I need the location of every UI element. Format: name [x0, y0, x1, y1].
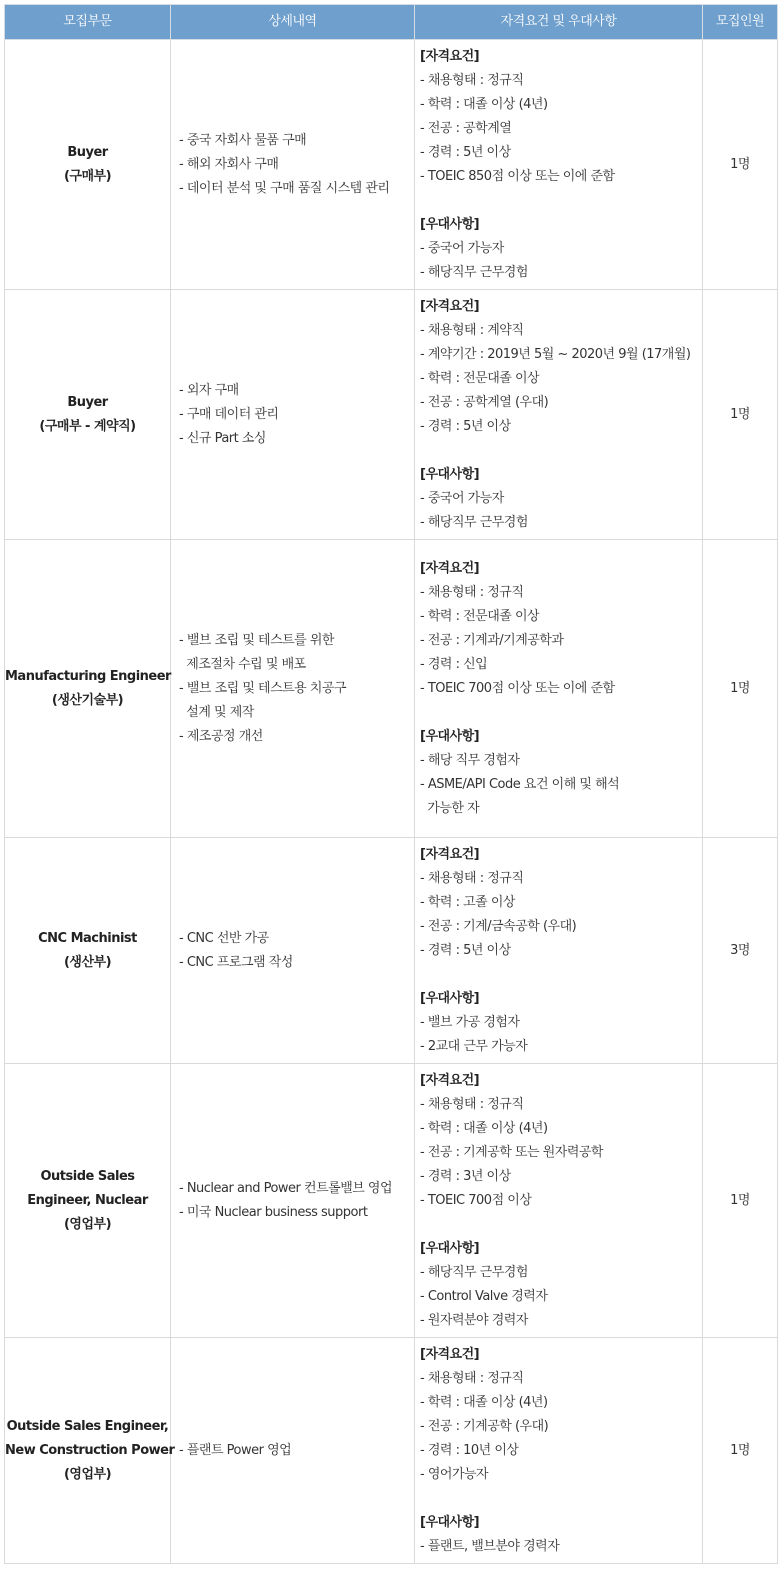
qualification-line: - 학력 : 대졸 이상 (4년) — [420, 96, 548, 112]
section-gap — [420, 701, 698, 725]
department-line: Engineer, Nuclear — [27, 1192, 148, 1208]
department-line: Manufacturing Engineer — [5, 668, 171, 684]
table-header-row — [5, 5, 778, 40]
preference-title: [우대사항] — [420, 466, 480, 482]
qualification-line: - 경력 : 5년 이상 — [420, 418, 511, 434]
qualification-line: - 전공 : 기계과/기계공학과 — [420, 632, 564, 648]
preference-line: - 2교대 근무 가능자 — [420, 1038, 528, 1054]
table-row — [5, 1338, 778, 1564]
preference-title: [우대사항] — [420, 990, 480, 1006]
headcount-cell: 3명 — [703, 838, 778, 1064]
headcount-cell: 1명 — [703, 1064, 778, 1338]
preference-title: [우대사항] — [420, 728, 480, 744]
qualification-title: [자격요건] — [420, 1346, 480, 1362]
qualification-line: - 채용형태 : 정규직 — [420, 584, 524, 600]
headcount-cell: 1명 — [703, 1338, 778, 1564]
department-line: Outside Sales Engineer, — [6, 1418, 169, 1434]
qualification-line: - 계약기간 : 2019년 5월 ~ 2020년 9월 (17개월) — [420, 346, 691, 362]
section-gap — [420, 1487, 698, 1511]
requirements-cell — [415, 1064, 703, 1338]
details-cell — [171, 540, 415, 838]
detail-line: - 중국 자회사 물품 구매 — [179, 132, 307, 148]
qualification-line: - TOEIC 850점 이상 또는 이에 준함 — [420, 168, 615, 184]
qualification-title: [자격요건] — [420, 48, 480, 64]
headcount-cell: 1명 — [703, 40, 778, 290]
preference-line: - 플랜트, 밸브분야 경력자 — [420, 1538, 560, 1554]
preference-line: - 중국어 가능자 — [420, 490, 504, 506]
qualification-line: - 학력 : 대졸 이상 (4년) — [420, 1120, 548, 1136]
qualification-title: [자격요건] — [420, 560, 480, 576]
detail-line: - CNC 프로그램 작성 — [179, 954, 293, 970]
section-gap — [420, 439, 698, 463]
detail-line: - 데이터 분석 및 구매 품질 시스템 관리 — [179, 180, 390, 196]
requirements-cell — [415, 40, 703, 290]
requirements-cell — [415, 540, 703, 838]
department-line: CNC Machinist — [38, 930, 137, 946]
detail-line: - CNC 선반 가공 — [179, 930, 269, 946]
qualification-title: [자격요건] — [420, 298, 480, 314]
department-line: Buyer — [67, 144, 108, 160]
qualification-line: - 채용형태 : 계약직 — [420, 322, 524, 338]
preference-line: - ASME/API Code 요건 이해 및 해석 — [420, 776, 620, 792]
detail-line: - 미국 Nuclear business support — [179, 1204, 368, 1220]
qualification-title: [자격요건] — [420, 1072, 480, 1088]
preference-line: - 해당 직무 경험자 — [420, 752, 520, 768]
qualification-line: - 학력 : 전문대졸 이상 — [420, 608, 540, 624]
detail-line: - 외자 구매 — [179, 382, 239, 398]
department-cell — [5, 1064, 171, 1338]
preference-line: - Control Valve 경력자 — [420, 1288, 548, 1304]
preference-title: [우대사항] — [420, 216, 480, 232]
details-cell — [171, 1338, 415, 1564]
qualification-line: - 경력 : 3년 이상 — [420, 1168, 511, 1184]
qualification-line: - TOEIC 700점 이상 또는 이에 준함 — [420, 680, 615, 696]
qualification-line: - 경력 : 5년 이상 — [420, 144, 511, 160]
table-row — [5, 540, 778, 838]
department-line: (생산부) — [63, 954, 112, 970]
qualification-line: - 채용형태 : 정규직 — [420, 1096, 524, 1112]
requirements-cell — [415, 290, 703, 540]
detail-line: - 제조공정 개선 — [179, 728, 263, 744]
detail-line: 제조절차 수립 및 배포 — [179, 656, 306, 672]
department-cell — [5, 40, 171, 290]
qualification-line: - 전공 : 기계공학 또는 원자력공학 — [420, 1144, 603, 1160]
preference-line: - 밸브 가공 경험자 — [420, 1014, 520, 1030]
recruitment-table — [4, 4, 778, 1564]
qualification-line: - 채용형태 : 정규직 — [420, 1370, 524, 1386]
qualification-line: - 전공 : 기계/금속공학 (우대) — [420, 918, 577, 934]
details-cell — [171, 838, 415, 1064]
header-requirements: 자격요건 및 우대사항 — [415, 5, 703, 40]
preference-line: 가능한 자 — [420, 800, 480, 816]
qualification-line: - 경력 : 신입 — [420, 656, 488, 672]
preference-title: [우대사항] — [420, 1240, 480, 1256]
qualification-line: - 전공 : 공학계열 (우대) — [420, 394, 549, 410]
department-cell — [5, 1338, 175, 1564]
details-cell — [171, 1064, 415, 1338]
qualification-line: - 경력 : 5년 이상 — [420, 942, 511, 958]
qualification-line: - TOEIC 700점 이상 — [420, 1192, 532, 1208]
qualification-line: - 학력 : 고졸 이상 — [420, 894, 515, 910]
department-line: Buyer — [67, 394, 108, 410]
qualification-line: - 채용형태 : 정규직 — [420, 870, 524, 886]
qualification-title: [자격요건] — [420, 846, 480, 862]
detail-line: - 신규 Part 소싱 — [179, 430, 266, 446]
table-row — [5, 838, 778, 1064]
requirements-cell — [415, 1338, 703, 1564]
header-details: 상세내역 — [171, 5, 415, 40]
qualification-line: - 영어가능자 — [420, 1466, 489, 1482]
qualification-line: - 학력 : 대졸 이상 (4년) — [420, 1394, 548, 1410]
preference-line: - 해당직무 근무경험 — [420, 1264, 528, 1280]
header-headcount: 모집인원 — [703, 5, 778, 40]
detail-line: - 밸브 조립 및 테스트용 치공구 — [179, 680, 347, 696]
requirements-cell — [415, 838, 703, 1064]
qualification-line: - 전공 : 기계공학 (우대) — [420, 1418, 549, 1434]
department-cell — [5, 290, 171, 540]
qualification-line: - 경력 : 10년 이상 — [420, 1442, 519, 1458]
detail-line: - Nuclear and Power 컨트롤밸브 영업 — [179, 1180, 393, 1196]
detail-line: 설계 및 제작 — [179, 704, 254, 720]
department-line: (영업부) — [63, 1466, 112, 1482]
department-line: New Construction Power — [5, 1442, 175, 1458]
department-line: Outside Sales — [40, 1168, 135, 1184]
preference-line: - 원자력분야 경력자 — [420, 1312, 528, 1328]
section-gap — [420, 963, 698, 987]
preference-line: - 중국어 가능자 — [420, 240, 504, 256]
qualification-line: - 채용형태 : 정규직 — [420, 72, 524, 88]
preference-line: - 해당직무 근무경험 — [420, 264, 528, 280]
qualification-line: - 전공 : 공학계열 — [420, 120, 512, 136]
table-body — [5, 40, 778, 1564]
detail-line: - 밸브 조립 및 테스트를 위한 — [179, 632, 334, 648]
table-row — [5, 290, 778, 540]
section-gap — [420, 1213, 698, 1237]
headcount-cell: 1명 — [703, 290, 778, 540]
qualification-line: - 학력 : 전문대졸 이상 — [420, 370, 540, 386]
department-line: (구매부) — [63, 168, 112, 184]
department-line: (영업부) — [63, 1216, 112, 1232]
preference-line: - 해당직무 근무경험 — [420, 514, 528, 530]
details-cell — [171, 290, 415, 540]
details-cell — [171, 40, 415, 290]
detail-line: - 해외 자회사 구매 — [179, 156, 279, 172]
header-department: 모집부문 — [5, 5, 171, 40]
detail-line: - 구매 데이터 관리 — [179, 406, 279, 422]
department-cell — [5, 540, 171, 838]
preference-title: [우대사항] — [420, 1514, 480, 1530]
table-row — [5, 1064, 778, 1338]
department-line: (생산기술부) — [51, 692, 124, 708]
table-row — [5, 40, 778, 290]
section-gap — [420, 189, 698, 213]
detail-line: - 플랜트 Power 영업 — [179, 1442, 292, 1458]
department-cell — [5, 838, 171, 1064]
department-line: (구매부 - 계약직) — [39, 418, 136, 434]
headcount-cell: 1명 — [703, 540, 778, 838]
